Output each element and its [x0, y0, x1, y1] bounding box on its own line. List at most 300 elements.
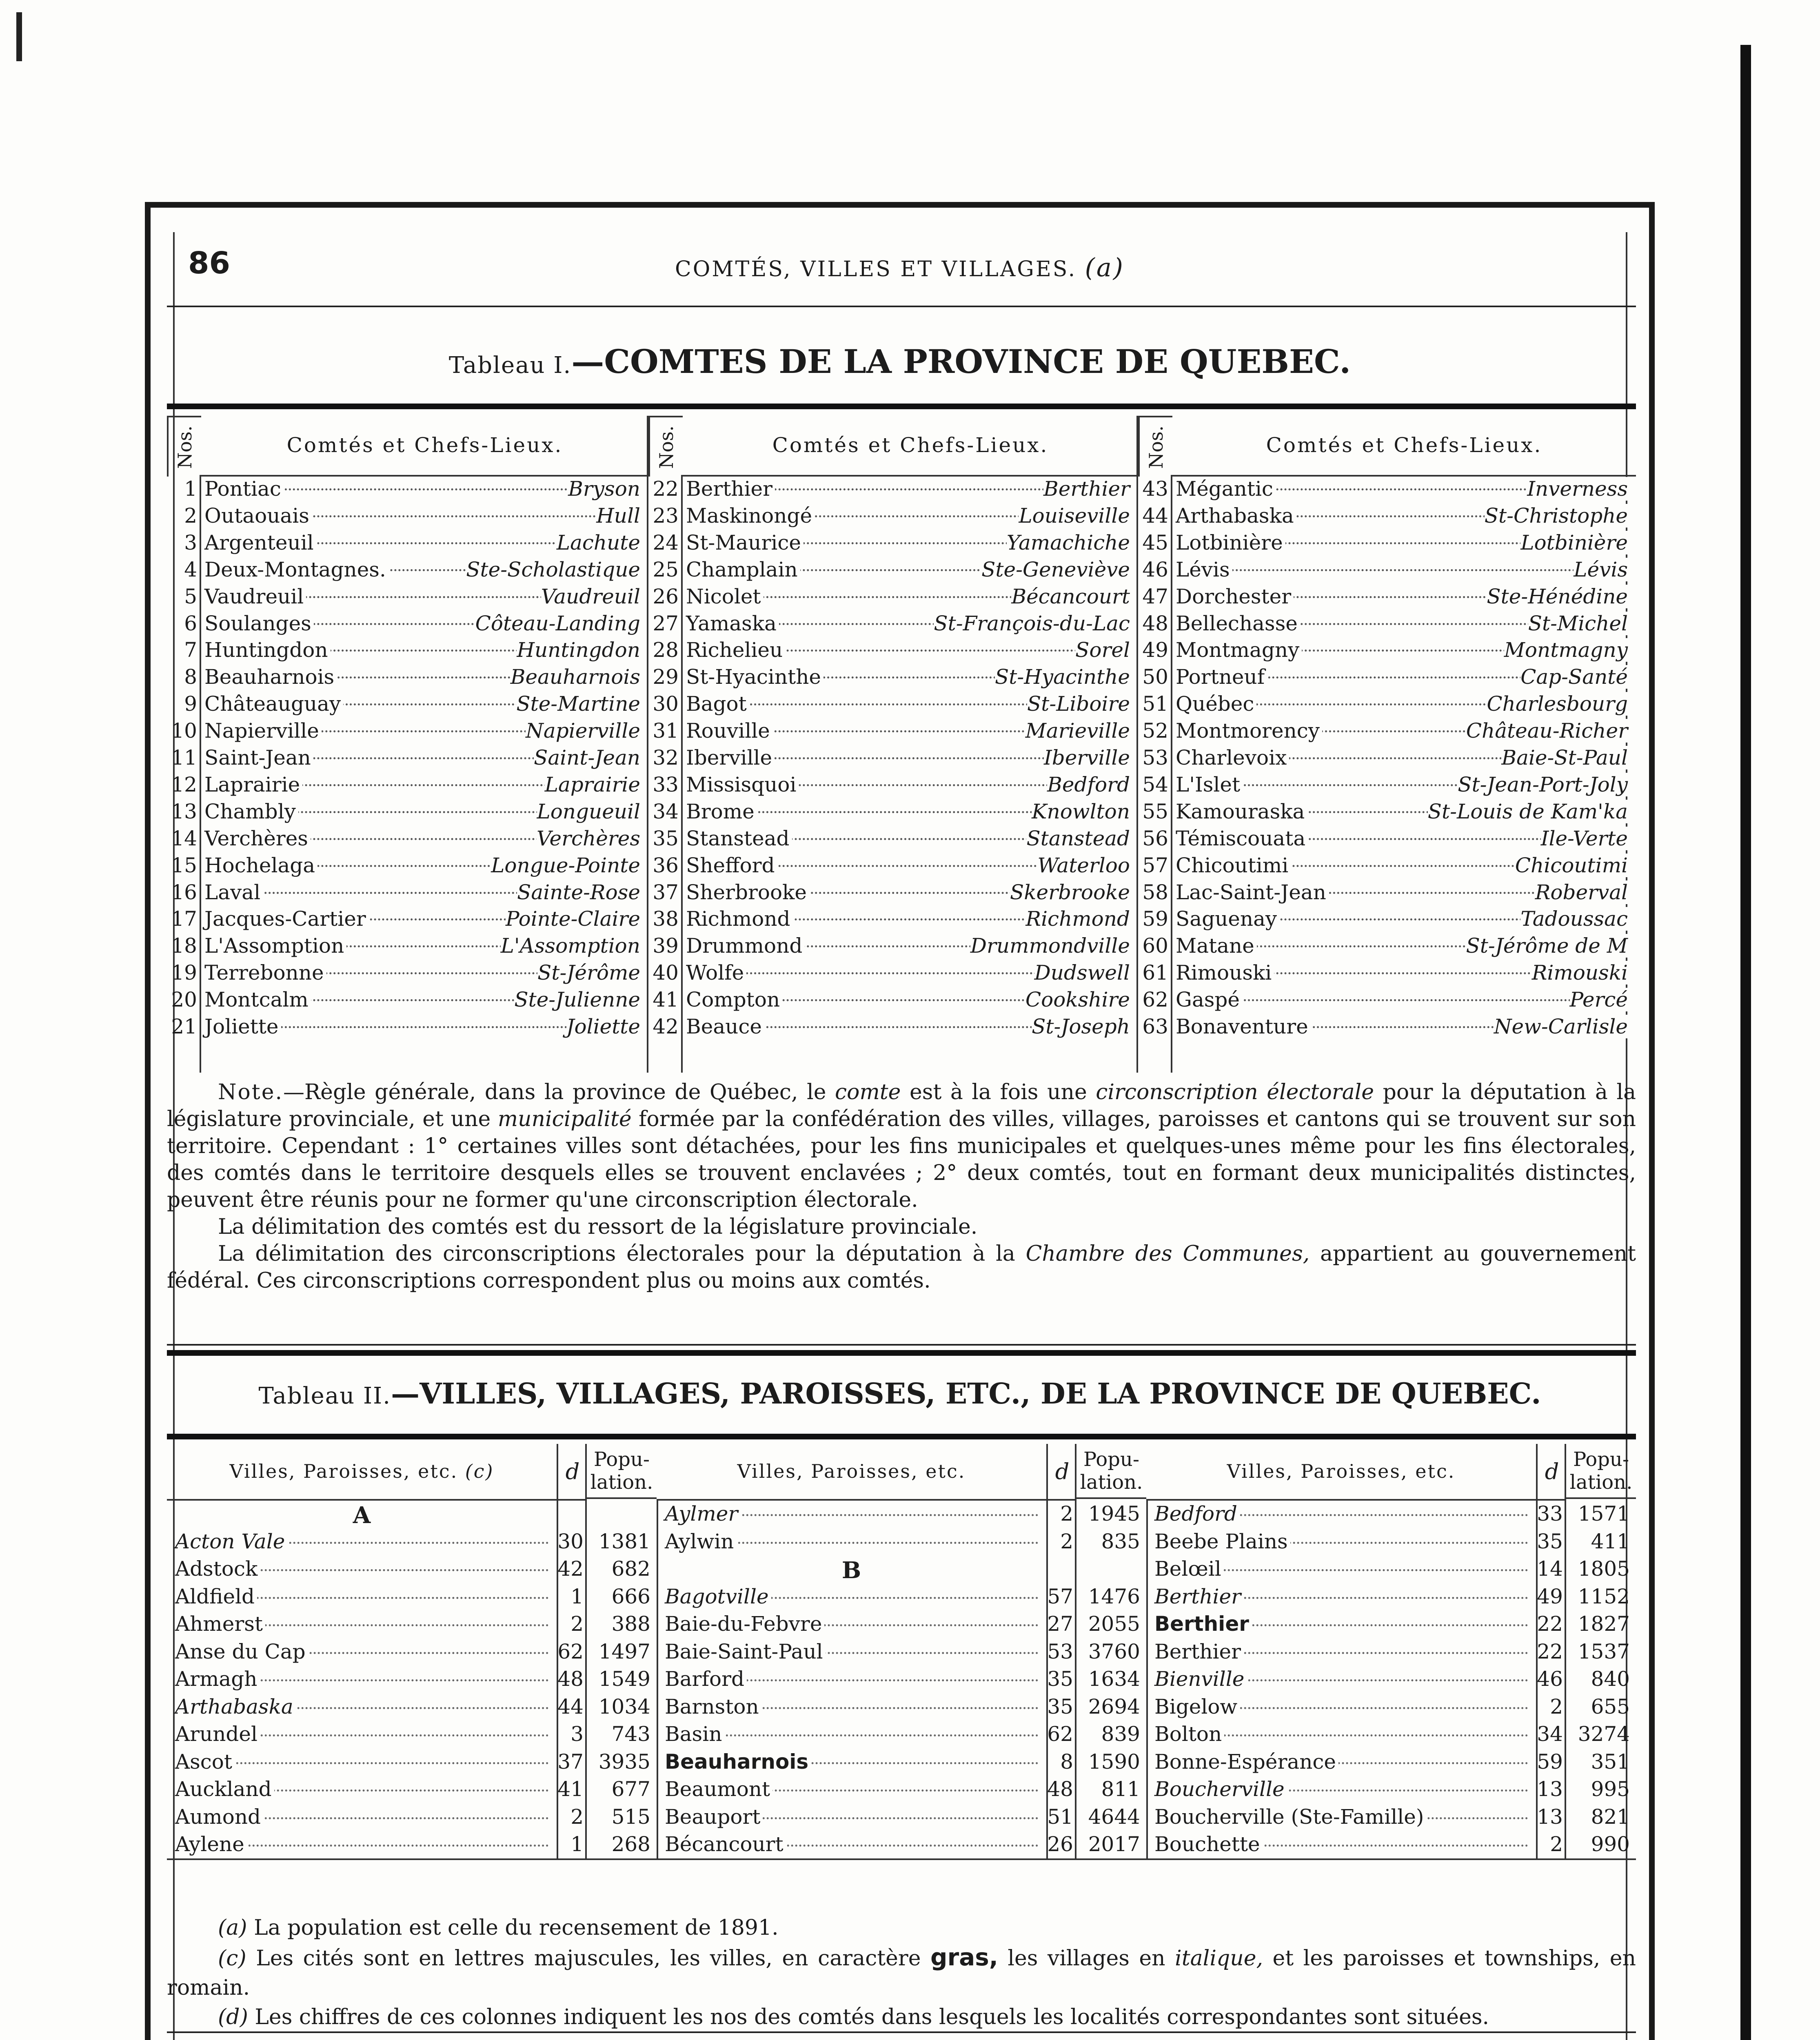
note-text-italic: comte: [835, 1080, 901, 1104]
county-name: Jacques-Cartier: [204, 907, 368, 931]
county-seat: [1535, 880, 1628, 904]
county-name: Sherbrooke: [686, 880, 809, 904]
county-name: Verchères: [204, 827, 311, 850]
population: 268: [611, 1832, 650, 1856]
county-name: Bagot: [686, 692, 749, 716]
pop-header-line1: Popu-: [593, 1448, 650, 1471]
table1-row: [1138, 504, 1636, 531]
table2-row: [1146, 1502, 1636, 1528]
county-name: Saguenay: [1176, 907, 1279, 931]
county-seat: [475, 612, 640, 635]
county-number: 48: [1142, 611, 1168, 635]
table1-row: [1138, 854, 1636, 880]
county-seat-text: Pointe-Claire: [505, 907, 640, 931]
county-seat: [545, 773, 640, 796]
county-ref: 35: [1047, 1694, 1073, 1718]
county-name: Pontiac: [204, 477, 284, 501]
table1-row: [167, 907, 648, 934]
population: 821: [1591, 1805, 1630, 1829]
county-seat-text: Longueuil: [537, 799, 640, 823]
county-seat-text: Ste-Scholastique: [466, 557, 640, 581]
population: 1497: [598, 1639, 650, 1663]
county-seat-text: Napierville: [526, 719, 640, 743]
county-seat: [1007, 531, 1130, 554]
county-name: Matane: [1176, 934, 1257, 958]
locality-name: Anse du Cap: [175, 1640, 308, 1663]
county-seat: [1487, 585, 1628, 608]
county-number: 3: [184, 530, 197, 554]
footnote-text: et les paroisses et townships, en romain.: [167, 1946, 1636, 2000]
county-number: 28: [653, 638, 679, 662]
footnote-mark: (d): [218, 2005, 248, 2029]
county-number: 49: [1142, 638, 1168, 662]
county-number: 33: [653, 772, 679, 796]
county-seat-text: Iberville: [1043, 746, 1130, 769]
county-number: 23: [653, 503, 679, 528]
table2: [167, 1444, 1636, 1860]
population: 1549: [598, 1667, 650, 1691]
county-number: 32: [653, 746, 679, 769]
table1-row: [1138, 477, 1636, 504]
table1-row: [1138, 961, 1636, 988]
county-seat: [1527, 477, 1628, 501]
county-seat-text: Chicoutimi: [1515, 853, 1628, 877]
county-seat-text: Hull: [596, 503, 640, 528]
county-seat: [1501, 746, 1628, 769]
population: 682: [611, 1557, 650, 1581]
county-seat: [1010, 880, 1130, 904]
leader-dots: [1179, 569, 1628, 571]
county-seat: [1025, 907, 1130, 931]
table2-row: [657, 1832, 1146, 1859]
locality-name: Bouchette: [1154, 1832, 1263, 1856]
county-seat-text: Laprairie: [544, 772, 640, 796]
county-number: 31: [653, 719, 679, 743]
section-rule-thick: [167, 1350, 1636, 1356]
county-seat: [1485, 504, 1628, 528]
county-ref: 3: [570, 1722, 584, 1746]
table2-row: [1146, 1695, 1636, 1721]
table2-row: [657, 1750, 1146, 1776]
county-number: 14: [171, 826, 197, 850]
table2-row: [657, 1585, 1146, 1611]
county-name: Yamaska: [686, 612, 779, 635]
table2-col-header-text: Villes, Paroisses, etc.: [229, 1460, 458, 1482]
county-seat: [1025, 988, 1130, 1011]
footnote-text: Les chiffres de ces colonnes indiquent les nos des comtés dans lesquels les localités correspondantes sont situées.: [248, 2005, 1489, 2029]
county-name: St-Maurice: [686, 531, 803, 554]
table2-row: [1146, 1557, 1636, 1583]
table1-row: [1138, 827, 1636, 854]
county-seat: [1528, 612, 1628, 635]
county-seat: [466, 558, 640, 581]
county-name: Vaudreuil: [204, 585, 306, 608]
county-seat: [981, 558, 1130, 581]
footnote-text: les villages en: [998, 1946, 1175, 1971]
table2-column-2: [657, 1444, 1146, 1860]
county-seat-text: St-Christophe: [1484, 503, 1628, 528]
table1-row: [1138, 638, 1636, 665]
county-seat: [1487, 692, 1628, 716]
county-seat-text: Charlesbourg: [1487, 692, 1628, 716]
pop-header-line1: Popu-: [1083, 1448, 1140, 1471]
county-name: Brome: [686, 800, 757, 823]
county-seat-text: St-Jean-Port-Joly: [1458, 772, 1628, 796]
county-ref: 2: [1060, 1502, 1073, 1526]
locality-name: Boucherville: [1154, 1777, 1287, 1801]
table2-row: [657, 1777, 1146, 1804]
locality-name: Barford: [665, 1667, 747, 1691]
bottom-rule: [167, 2031, 1636, 2033]
table2-pop-header: [1565, 1444, 1636, 1499]
county-number: 18: [171, 934, 197, 958]
section-rule: [167, 1344, 1636, 1346]
population: 1634: [1088, 1667, 1140, 1691]
county-name: St-Hyacinthe: [686, 665, 823, 689]
county-seat-text: Joliette: [566, 1015, 640, 1038]
table2-row: [167, 1695, 657, 1721]
county-number: 34: [653, 799, 679, 823]
county-seat-text: St-Liboire: [1027, 692, 1130, 716]
county-seat-text: Baie-St-Paul: [1501, 746, 1628, 769]
table1-row: [167, 558, 648, 585]
county-number: 63: [1142, 1015, 1168, 1038]
county-seat-text: Inverness: [1527, 477, 1628, 501]
county-number: 19: [171, 961, 197, 985]
locality-name: Berthier: [1154, 1585, 1243, 1608]
table1-row: [1138, 773, 1636, 800]
county-ref: 35: [1537, 1529, 1563, 1553]
county-seat-text: St-François-du-Lac: [934, 611, 1130, 635]
population: 1476: [1088, 1584, 1140, 1608]
note-label: Note.: [218, 1080, 284, 1104]
table2-pop-header: [585, 1444, 657, 1499]
county-seat: [934, 612, 1130, 635]
county-number: 57: [1142, 853, 1168, 877]
county-name: Deux-Montagnes.: [204, 558, 388, 581]
county-name: Charlevoix: [1176, 746, 1289, 769]
county-seat-text: Longue-Pointe: [491, 853, 640, 877]
county-number: 54: [1142, 772, 1168, 796]
county-name: Outaouais: [204, 504, 312, 528]
running-title-note: (a): [1085, 253, 1125, 282]
county-number: 27: [653, 611, 679, 635]
county-seat: [1515, 854, 1628, 877]
county-seat: [1032, 1015, 1130, 1038]
county-seat: [516, 692, 640, 716]
table1-row: [1138, 719, 1636, 746]
county-seat-text: Bryson: [568, 477, 640, 501]
footnote-mark: (c): [218, 1946, 246, 1971]
county-seat-text: Ste-Hénédine: [1487, 584, 1628, 608]
county-name: Berthier: [686, 477, 775, 501]
county-ref: 44: [557, 1694, 584, 1718]
locality-name: Arundel: [175, 1722, 260, 1746]
population: 839: [1101, 1722, 1140, 1746]
table1-no-header: Nos.: [1138, 416, 1172, 477]
table1-row: [1138, 558, 1636, 585]
table2-row: [1146, 1612, 1636, 1639]
table2-row: [167, 1805, 657, 1832]
table2-col-header: [167, 1444, 557, 1501]
locality-name: Bedford: [1154, 1502, 1240, 1526]
locality-name: Baie-du-Febvre: [665, 1612, 824, 1636]
pop-header-line2: lation.: [1080, 1471, 1143, 1494]
table1-column-2: [648, 416, 1138, 1073]
county-number: 25: [653, 557, 679, 581]
table1-no-header: Nos.: [167, 416, 201, 477]
county-number: 17: [171, 907, 197, 931]
table1-row: [167, 692, 648, 719]
county-seat: [1428, 800, 1628, 823]
county-ref: 13: [1537, 1805, 1563, 1829]
county-name: Arthabaska: [1176, 504, 1296, 528]
table1-row: [648, 692, 1138, 719]
county-number: 53: [1142, 746, 1168, 769]
population: 1945: [1088, 1502, 1140, 1526]
locality-name: Aylmer: [665, 1502, 740, 1526]
county-seat-text: Lévis: [1574, 557, 1628, 581]
table1-row: [167, 504, 648, 531]
county-seat: [1466, 719, 1628, 743]
note-paragraph-3: [167, 1240, 1636, 1294]
table2-row: [1146, 1530, 1636, 1556]
county-name: Shefford: [686, 854, 777, 877]
county-seat-text: St-Joseph: [1032, 1015, 1130, 1038]
county-ref: 46: [1537, 1667, 1563, 1691]
county-seat: [1019, 504, 1130, 528]
county-name: Châteauguay: [204, 692, 343, 716]
county-seat: [541, 585, 640, 608]
county-seat: [1520, 665, 1628, 689]
county-number: 10: [171, 719, 197, 743]
population: 4644: [1088, 1805, 1140, 1829]
table1-row: [648, 907, 1138, 934]
county-seat-text: Château-Richer: [1466, 719, 1628, 743]
table2-col-header: [1146, 1444, 1536, 1501]
table2-row: [657, 1667, 1146, 1694]
county-seat-text: Percé: [1569, 988, 1628, 1012]
county-seat: [1574, 558, 1628, 581]
table1-row: [1138, 531, 1636, 558]
population: 3274: [1578, 1722, 1630, 1746]
table1-title-prefix: Tableau I.: [448, 352, 572, 379]
county-name: Beauharnois: [204, 665, 337, 689]
county-seat-text: Roberval: [1535, 880, 1628, 904]
table1-no-header: Nos.: [648, 416, 683, 477]
table1-row: [1138, 934, 1636, 961]
table2-row: [657, 1640, 1146, 1666]
note-text: est à la fois une: [901, 1080, 1096, 1104]
note-text: formée par la confédération des villes, villages, paroisses et cantons qui se trouvent sur son territoire. Cependant : 1° certaines villes sont détachées, pour les fins municipales et quelques-unes même pour les fins électorales, des comtés dans le territoire desquels elles se trouvent enclavées ; 2° deux comtés, tout en formant deux municipalités distinctes, peuvent être réunis pour ne former qu'une circonscription électorale.: [167, 1107, 1636, 1212]
county-seat-text: St-Louis de Kam'ka: [1427, 799, 1628, 823]
county-name: Stanstead: [686, 827, 792, 850]
table2-col-header-note: (c): [465, 1460, 494, 1482]
pop-header-line2: lation.: [590, 1471, 653, 1494]
table2-column-1: [167, 1444, 657, 1860]
county-seat-text: Yamachiche: [1006, 530, 1130, 554]
county-number: 60: [1142, 934, 1168, 958]
county-number: 9: [184, 692, 197, 716]
county-ref: 22: [1537, 1612, 1563, 1636]
county-seat: [596, 504, 640, 528]
county-number: 30: [653, 692, 679, 716]
county-seat: [526, 719, 640, 743]
table1-row: [648, 854, 1138, 880]
county-seat-text: New-Carlisle: [1494, 1015, 1628, 1038]
county-name: Montcalm: [204, 988, 311, 1011]
table1-row: [167, 746, 648, 773]
locality-name: Bonne-Espérance: [1154, 1750, 1338, 1774]
locality-name: Adstock: [175, 1557, 260, 1581]
table1-row: [648, 934, 1138, 961]
locality-name: Acton Vale: [175, 1530, 287, 1553]
county-seat-text: Waterloo: [1037, 853, 1130, 877]
county-ref: 49: [1537, 1584, 1563, 1608]
table1-row: [167, 719, 648, 746]
county-seat: [1504, 638, 1628, 662]
county-name: Drummond: [686, 934, 805, 958]
table1-row: [648, 585, 1138, 612]
population: 677: [611, 1777, 650, 1801]
county-number: 42: [653, 1015, 679, 1038]
locality-name: Bienville: [1154, 1667, 1247, 1691]
county-number: 51: [1142, 692, 1168, 716]
county-name: Mégantic: [1176, 477, 1276, 501]
county-seat-text: Saint-Jean: [534, 746, 640, 769]
county-seat-text: Ste-Martine: [516, 692, 640, 716]
county-name: Huntingdon: [204, 638, 331, 662]
table2-col-header: [657, 1444, 1046, 1501]
table2-row: [167, 1722, 657, 1749]
county-name: Soulanges: [204, 612, 314, 635]
locality-name: Beauharnois: [665, 1750, 811, 1774]
county-name: L'Islet: [1176, 773, 1243, 796]
table1-row: [167, 585, 648, 612]
note-text-italic: Chambre des Communes,: [1025, 1242, 1310, 1266]
population: 655: [1591, 1694, 1630, 1718]
county-number: 16: [171, 880, 197, 904]
county-seat: [1532, 961, 1628, 985]
county-seat: [1032, 800, 1130, 823]
locality-name: Beaumont: [665, 1777, 772, 1801]
county-name: Portneuf: [1176, 665, 1267, 689]
table1-row: [648, 800, 1138, 827]
county-ref: 1: [570, 1584, 584, 1608]
locality-name: Arthabaska: [175, 1695, 296, 1718]
county-seat: [1026, 827, 1130, 850]
county-ref: 14: [1537, 1557, 1563, 1581]
county-seat: [537, 961, 640, 985]
table1-row: [648, 558, 1138, 585]
county-seat-text: Vaudreuil: [541, 584, 640, 608]
county-name: Montmagny: [1176, 638, 1302, 662]
county-number: 6: [184, 611, 197, 635]
table2-row: [167, 1640, 657, 1666]
table1-row: [167, 773, 648, 800]
county-name: Argenteuil: [204, 531, 316, 554]
county-number: 46: [1142, 557, 1168, 581]
table1-row: [648, 1015, 1138, 1042]
county-seat-text: St-Jérôme: [537, 961, 640, 985]
table2-column-3: [1146, 1444, 1636, 1860]
table2-row: [167, 1557, 657, 1583]
county-number: 45: [1142, 530, 1168, 554]
population: 1381: [598, 1529, 650, 1553]
county-seat-text: St-Jérôme de M: [1466, 934, 1628, 958]
county-name: Richmond: [686, 907, 793, 931]
locality-name: Bagotville: [665, 1585, 771, 1608]
county-name: L'Assomption: [204, 934, 346, 958]
county-name: Richelieu: [686, 638, 785, 662]
county-seat-text: Skerbrooke: [1010, 880, 1130, 904]
county-ref: 59: [1537, 1750, 1563, 1774]
footnote-c: [167, 1942, 1636, 2002]
table2-row: [657, 1805, 1146, 1832]
locality-name: Ascot: [175, 1750, 235, 1774]
county-ref: 48: [1047, 1777, 1073, 1801]
county-name: Hochelaga: [204, 854, 317, 877]
locality-name: Basin: [665, 1722, 724, 1746]
population: 3760: [1088, 1639, 1140, 1663]
county-seat-text: Bécancourt: [1011, 584, 1130, 608]
county-seat: [534, 746, 640, 769]
table1-row: [648, 827, 1138, 854]
county-number: 50: [1142, 665, 1168, 689]
table2-title-prefix: Tableau II.: [258, 1383, 391, 1409]
county-seat: [1037, 854, 1130, 877]
county-seat: [506, 907, 640, 931]
county-ref: 42: [557, 1557, 584, 1581]
county-seat: [1034, 961, 1130, 985]
population: 2694: [1088, 1694, 1140, 1718]
header-rule: [167, 306, 1636, 307]
population: 840: [1591, 1667, 1630, 1691]
locality-name: Bigelow: [1154, 1695, 1240, 1718]
county-number: 8: [184, 665, 197, 689]
table1-row: [648, 773, 1138, 800]
county-name: Iberville: [686, 746, 775, 769]
county-seat-text: Cap-Santé: [1520, 665, 1628, 689]
table2-row: [1146, 1667, 1636, 1694]
county-seat: [1541, 827, 1628, 850]
county-ref: 57: [1047, 1584, 1073, 1608]
county-seat-text: Verchères: [537, 826, 640, 850]
table1-row: [1138, 612, 1636, 639]
table1-row: [648, 961, 1138, 988]
footnote-text-bold: gras,: [930, 1943, 998, 1971]
county-ref: 1: [570, 1832, 584, 1856]
table1-row: [167, 961, 648, 988]
county-number: 36: [653, 853, 679, 877]
county-ref: 22: [1537, 1639, 1563, 1663]
table1-row: [1138, 880, 1636, 907]
locality-name: Ahmerst: [175, 1612, 265, 1636]
county-number: 7: [184, 638, 197, 662]
locality-name: Baie-Saint-Paul: [665, 1640, 826, 1663]
county-number: 55: [1142, 799, 1168, 823]
table1-row: [1138, 665, 1636, 692]
table1-row: [648, 665, 1138, 692]
county-ref: 13: [1537, 1777, 1563, 1801]
population: 835: [1101, 1529, 1140, 1553]
table1-row: [167, 531, 648, 558]
note-paragraph-1: [167, 1079, 1636, 1213]
county-number: 47: [1142, 584, 1168, 608]
pop-header-line1: Popu-: [1573, 1448, 1629, 1471]
county-name: Montmorency: [1176, 719, 1322, 743]
county-seat-text: Beauharnois: [510, 665, 640, 689]
